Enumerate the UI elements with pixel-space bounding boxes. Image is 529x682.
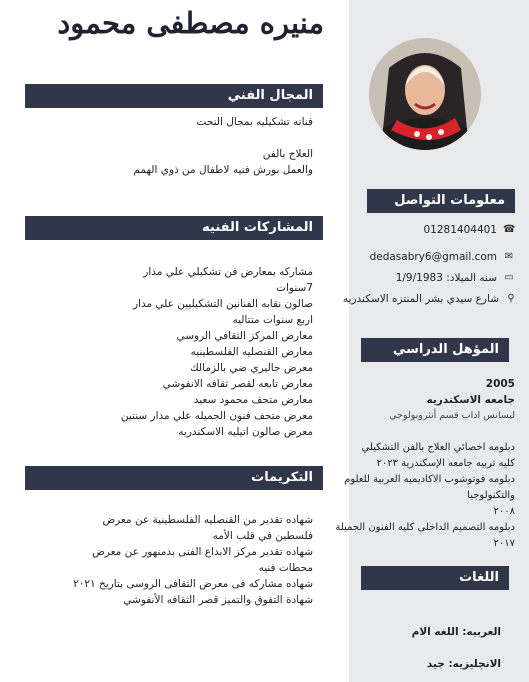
language-item: العربيه: اللغه الام bbox=[411, 626, 501, 638]
list-item: والتكنولوجيا bbox=[467, 490, 515, 501]
language-item: الانجليزيه: جيد bbox=[426, 658, 501, 670]
list-item: شهاده تقدير مركز الابداع الفنى بدمنهور عن معرض bbox=[92, 546, 313, 558]
education-university: جامعه الاسكندريه bbox=[426, 394, 515, 406]
calendar-icon: ▭ bbox=[504, 272, 514, 283]
list-item: اربع سنوات متتاليه bbox=[232, 314, 313, 326]
contact-address-value: شارع سيدي بشر المنتزه الاسكندريه bbox=[342, 293, 499, 305]
list-item: ٢٠٠٨ bbox=[493, 506, 515, 517]
honors-list bbox=[13, 512, 313, 608]
contact-address bbox=[342, 291, 517, 307]
list-item: معارض المركز الثقافي الروسي bbox=[176, 330, 313, 342]
contact-email bbox=[355, 249, 515, 265]
list-item: ٢٠١٧ bbox=[493, 538, 515, 549]
page-title: منيره مصطفى محمود bbox=[57, 6, 324, 40]
section-header-honors: التكريمات bbox=[25, 466, 323, 490]
list-item: صالون نقابه الفنانين التشكيليين علي مدار bbox=[132, 298, 313, 310]
email-icon: ✉ bbox=[504, 251, 514, 262]
art-field-line: فنانه تشكيليه بمجال النحت bbox=[196, 116, 313, 128]
section-header-participations: المشاركات الفنيه bbox=[25, 216, 323, 240]
profile-photo bbox=[369, 38, 481, 150]
participations-list bbox=[23, 264, 313, 440]
list-item: شهاده تقدير من القنصليه الفلسطينية عن معرض bbox=[102, 514, 313, 526]
list-item: فلسطين في قلب الأمه bbox=[212, 530, 313, 542]
list-item: دبلومه التصميم الداخلى كليه الفنون الجميلة bbox=[335, 522, 515, 533]
art-field-content bbox=[23, 114, 313, 178]
list-item: محطات فنيه bbox=[258, 562, 313, 574]
education-year: 2005 bbox=[485, 378, 515, 390]
list-item: شهادة التفوق والتميز قصر الثقافه الأنفوشي bbox=[123, 594, 313, 606]
section-header-languages: اللغات bbox=[361, 566, 509, 590]
list-item: دبلومه اخصائي العلاج بالفن التشكيلي bbox=[361, 442, 515, 453]
list-item: 7سنوات bbox=[276, 282, 313, 294]
section-header-contact: معلومات التواصل bbox=[367, 189, 515, 213]
education-degree: ليسانس اداب قسم أنثروبولوجي bbox=[389, 410, 515, 421]
list-item: شهاده مشاركه فى معرض الثقافى الروسى بتاريخ ٢٠٢١ bbox=[73, 578, 313, 590]
list-item: معارض متحف محمود سعيد bbox=[193, 394, 313, 406]
languages-list bbox=[351, 624, 501, 672]
diplomas-list bbox=[335, 440, 515, 552]
contact-phone-value: 01281404401 bbox=[423, 224, 497, 236]
list-item: معرض صالون اتيليه الاسكندريه bbox=[178, 426, 313, 438]
location-pin-icon: ⚲ bbox=[507, 293, 515, 304]
list-item: دبلومه فوتوشوب الاكاديميه العربية للعلوم bbox=[344, 474, 515, 485]
profile-portrait-illustration bbox=[369, 38, 481, 150]
list-item: مشاركه بمعارض فن تشكيلي علي مدار bbox=[143, 266, 313, 278]
contact-email-value: dedasabry6@gmail.com bbox=[369, 251, 497, 263]
contact-phone bbox=[355, 222, 515, 238]
contact-birth bbox=[355, 270, 515, 286]
education-content bbox=[345, 376, 515, 424]
phone-icon: ☎ bbox=[503, 224, 516, 235]
contact-birth-value: سنه الميلاد: 1/9/1983 bbox=[395, 272, 497, 284]
section-header-art-field: المجال الفني bbox=[25, 84, 323, 108]
list-item: معارض القنصليه الفلسطينيه bbox=[190, 346, 313, 358]
art-field-line: العلاج بالفن bbox=[262, 148, 313, 160]
section-header-education: المؤهل الدراسي bbox=[361, 338, 509, 362]
list-item: كليه تربيه جامعه الإسكندرية ٢٠٢٣ bbox=[376, 458, 515, 469]
list-item: معرض جاليري ضي بالزمالك bbox=[190, 362, 313, 374]
list-item: معارض تابعه لقصر ثقافه الانفوشي bbox=[162, 378, 313, 390]
list-item: معرض متحف فنون الجميله علي مدار سنتين bbox=[120, 410, 313, 422]
art-field-line: والعمل بورش فنيه لاطفال من ذوي الهمم bbox=[133, 164, 313, 176]
